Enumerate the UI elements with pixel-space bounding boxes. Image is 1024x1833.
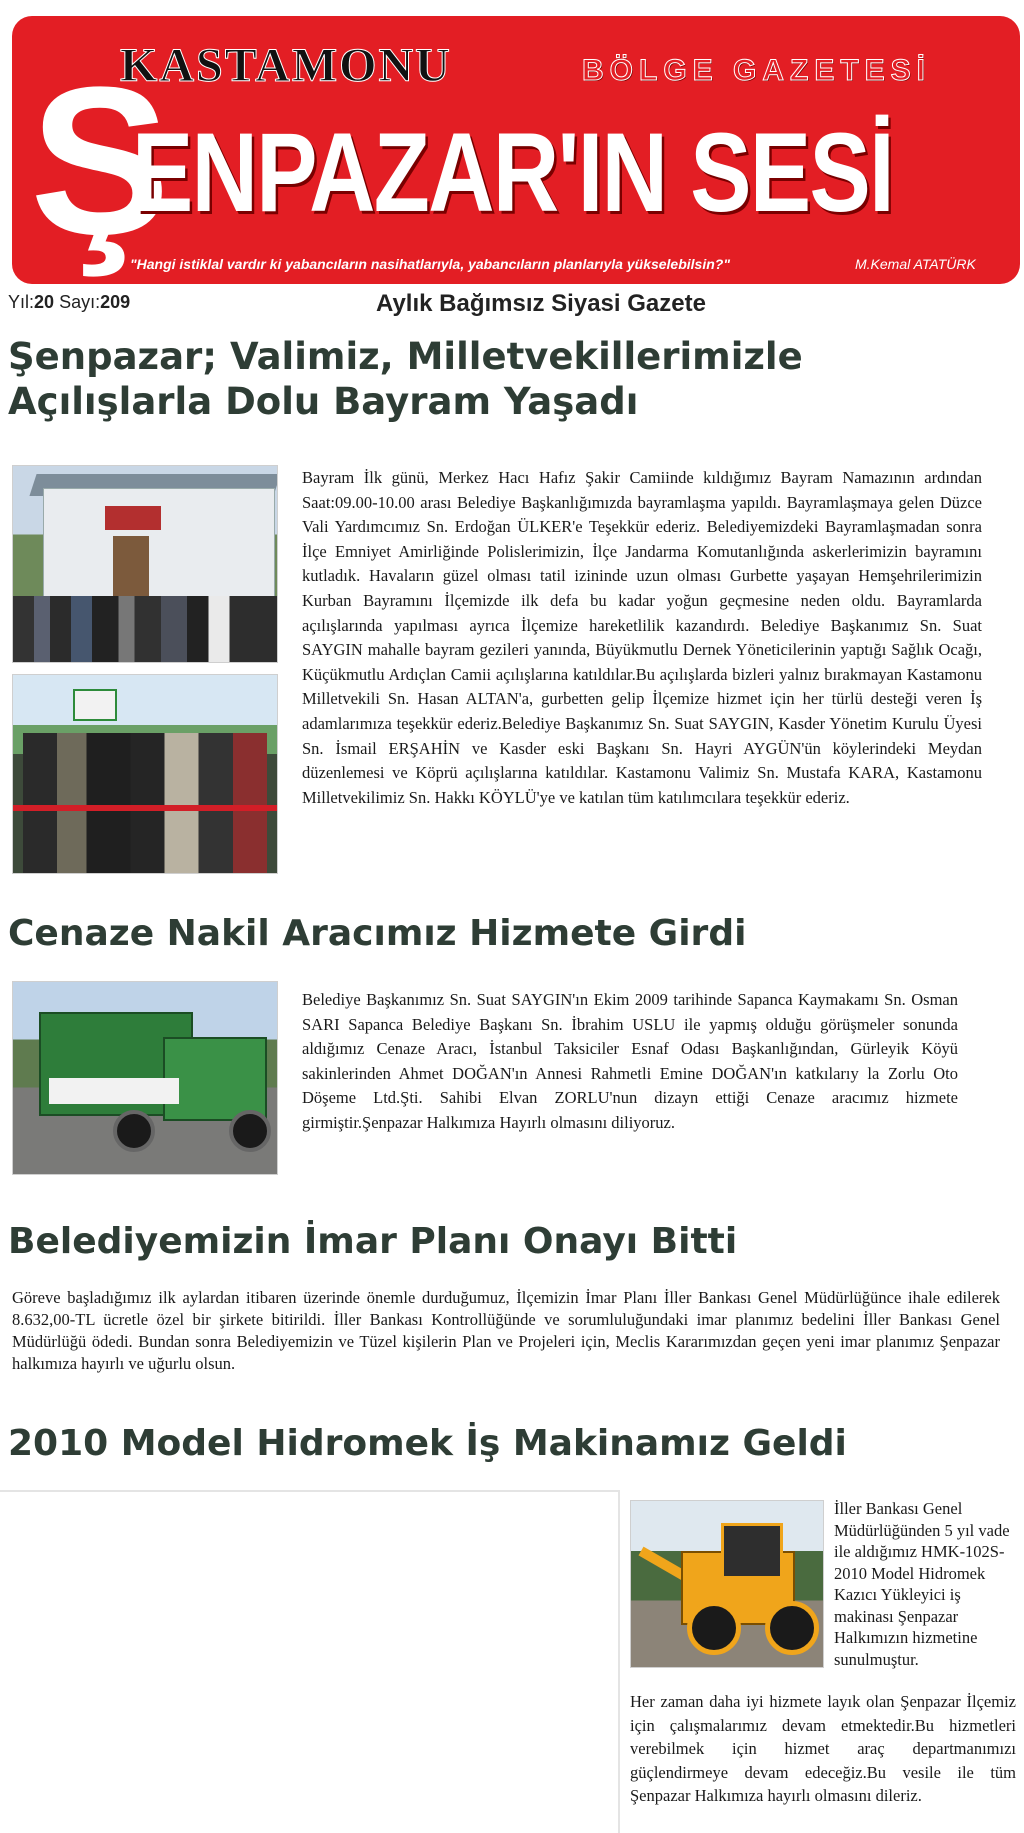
ribbon-ceremony-photo xyxy=(12,674,278,874)
masthead-subtitle: BÖLGE GAZETESİ xyxy=(582,54,932,87)
masthead-top-title: KASTAMONU xyxy=(120,39,452,92)
divider-vertical xyxy=(618,1490,620,1833)
article-headline-cenaze: Cenaze Nakil Aracımız Hizmete Girdi xyxy=(8,913,747,954)
article-body-imar: Göreve başladığımız ilk aylardan itibaren üzerinde önemle durduğumuz, İlçemizin İmar Planı İller Bankası Genel Müdürlüğünce ihale edilerek 8.632,00-TL ücretle özel bir şirkete bitirildi. İller Bankası Kontrollüğünde ve sorumluluğundaki imar planımız bedelini İller Bankası Genel Müdürlüğü ödedi. Bundan sonra Belediyemizin ve Tüzel kişilerin Plan ve Projeleri için, Meclis Kararımızdan geçen yeni imar planımız Şenpazar halkımıza hayırlı ve uğurlu olsun. xyxy=(12,1288,1000,1373)
masthead xyxy=(12,16,1020,284)
article-body-cenaze: Belediye Başkanımız Sn. Suat SAYGIN'ın Ekim 2009 tarihinde Sapanca Kaymakamı Sn. Osman SARI Sapanca Belediye Başkanı Sn. İbrahim USLU ile yapmış olduğu görüşmeler sonunda aldığımız Cenaze Aracı, İstanbul Taksiciler Esnaf Odası Başkanlığından, Gürleyik Köyü sakinlerinden Ahmet DOĞAN'ın Annesi Rahmetli Emine DOĞAN'ın katkılarıy la Zorlu Oto Döşeme Ltd.Şti. Sahibi Elvan ZORLU'nun dizayn ettiği Cenaze aracımız hizmete girmiştir.Şenpazar Halkımıza Hayırlı olmasını diliyoruz. xyxy=(302,990,958,1132)
article-headline-bayram: Şenpazar; Valimiz, Milletvekillerimizle Açılışlarla Dolu Bayram Yaşadı xyxy=(8,335,803,424)
year-label: Yıl: xyxy=(8,292,35,312)
article-headline-imar: Belediyemizin İmar Planı Onayı Bitti xyxy=(8,1221,738,1262)
masthead-title: ENPAZAR'IN SESİ xyxy=(132,110,893,235)
year-value: 20 xyxy=(34,292,55,312)
backhoe-loader-photo xyxy=(630,1500,824,1668)
funeral-vehicle-photo xyxy=(12,981,278,1175)
masthead-big-s: Ş xyxy=(30,43,171,278)
article-body-hidromek-bottom: Her zaman daha iyi hizmete layık olan Şenpazar İlçemiz için çalışmalarımız devam etmektedir.Bu hizmetleri verebilmek için hizmet araç departmanımızı güçlendirmeye devam edeceğiz.Bu vesile ile tüm Şenpazar Halkımıza hayırlı olmasını dileriz. xyxy=(630,1692,1016,1805)
issue-value: 209 xyxy=(100,292,131,312)
issue-info xyxy=(8,292,130,313)
masthead-quote-author: M.Kemal ATATÜRK xyxy=(855,256,976,272)
building-photo xyxy=(12,465,278,663)
tagline: Aylık Bağımsız Siyasi Gazete xyxy=(376,290,706,317)
divider xyxy=(0,1490,620,1492)
article-body-hidromek-side: İller Bankası Genel Müdürlüğünden 5 yıl vade ile aldığımız HMK-102S-2010 Model Hidromek Kazıcı Yükleyici iş makinası Şenpazar Halkımızın hizmetine sunulmuştur. xyxy=(834,1499,1010,1669)
article-body-bayram: Bayram İlk günü, Merkez Hacı Hafız Şakir Camiinde kıldığımız Bayram Namazının ardından Saat:09.00-10.00 arası Belediye Başkanlığımızda bayramlaşma yapıldı. Bayramlaşmaya gelen Düzce Vali Yardımcımız Sn. Erdoğan ÜLKER'e Teşekkür ederiz. Belediyemizdeki Bayramlaşmadan sonra İlçe Emniyet Amirliğinde Polislerimizin, İlçe Jandarma Komutanlığında askerlerimizin bayramını kutladık. Havaların güzel olması tatil izininde uzun olması Gurbette yaşayan Hemşehrilerimizin Kurban Bayramını İlçemizde ilk defa bu kadar yoğun geçmesine neden oldu. Bayramlarda açılışlarında yapılması ayrıca İlçemize hareketlilik kazandırdı. Belediye Başkanımız Sn. Suat SAYGIN mahalle bayram gezileri yanında, Büyükmutlu Dernek Yöneticilerinin yaptığı Sağlık Ocağı, Küçükmutlu Ardıçlan Camii açılışlarına katıldılar.Bu açılışlarda bizleri yalnız bırakmayan Kastamonu Milletvekili Sn. Hasan ALTAN'a, gurbetten gelip İlçemize hizmet için her türlü desteği veren İş adamlarımıza teşekkür ederiz.Belediye Başkanımız Sn. Suat SAYGIN, Kasder Yönetim Kurulu Üyesi Sn. İsmail ERŞAHİN ve Kasder eski Başkanı Sn. Hayri AYGÜN'ün köylerindeki Meydan düzenlemesi ve Köprü açılışlarına katıldılar. Kastamonu Valimiz Sn. Mustafa KARA, Kastamonu Milletvekilimiz Sn. Hakkı KÖYLÜ'ye ve katılan tüm katılımcılara teşekkür ederiz. xyxy=(302,468,982,807)
issue-label: Sayı: xyxy=(59,292,101,312)
article-headline-hidromek: 2010 Model Hidromek İş Makinamız Geldi xyxy=(8,1423,847,1464)
masthead-quote: "Hangi istiklal vardır ki yabancıların nasihatlarıyla, yabancıların planlarıyla yükselebilsin?" xyxy=(130,256,730,272)
